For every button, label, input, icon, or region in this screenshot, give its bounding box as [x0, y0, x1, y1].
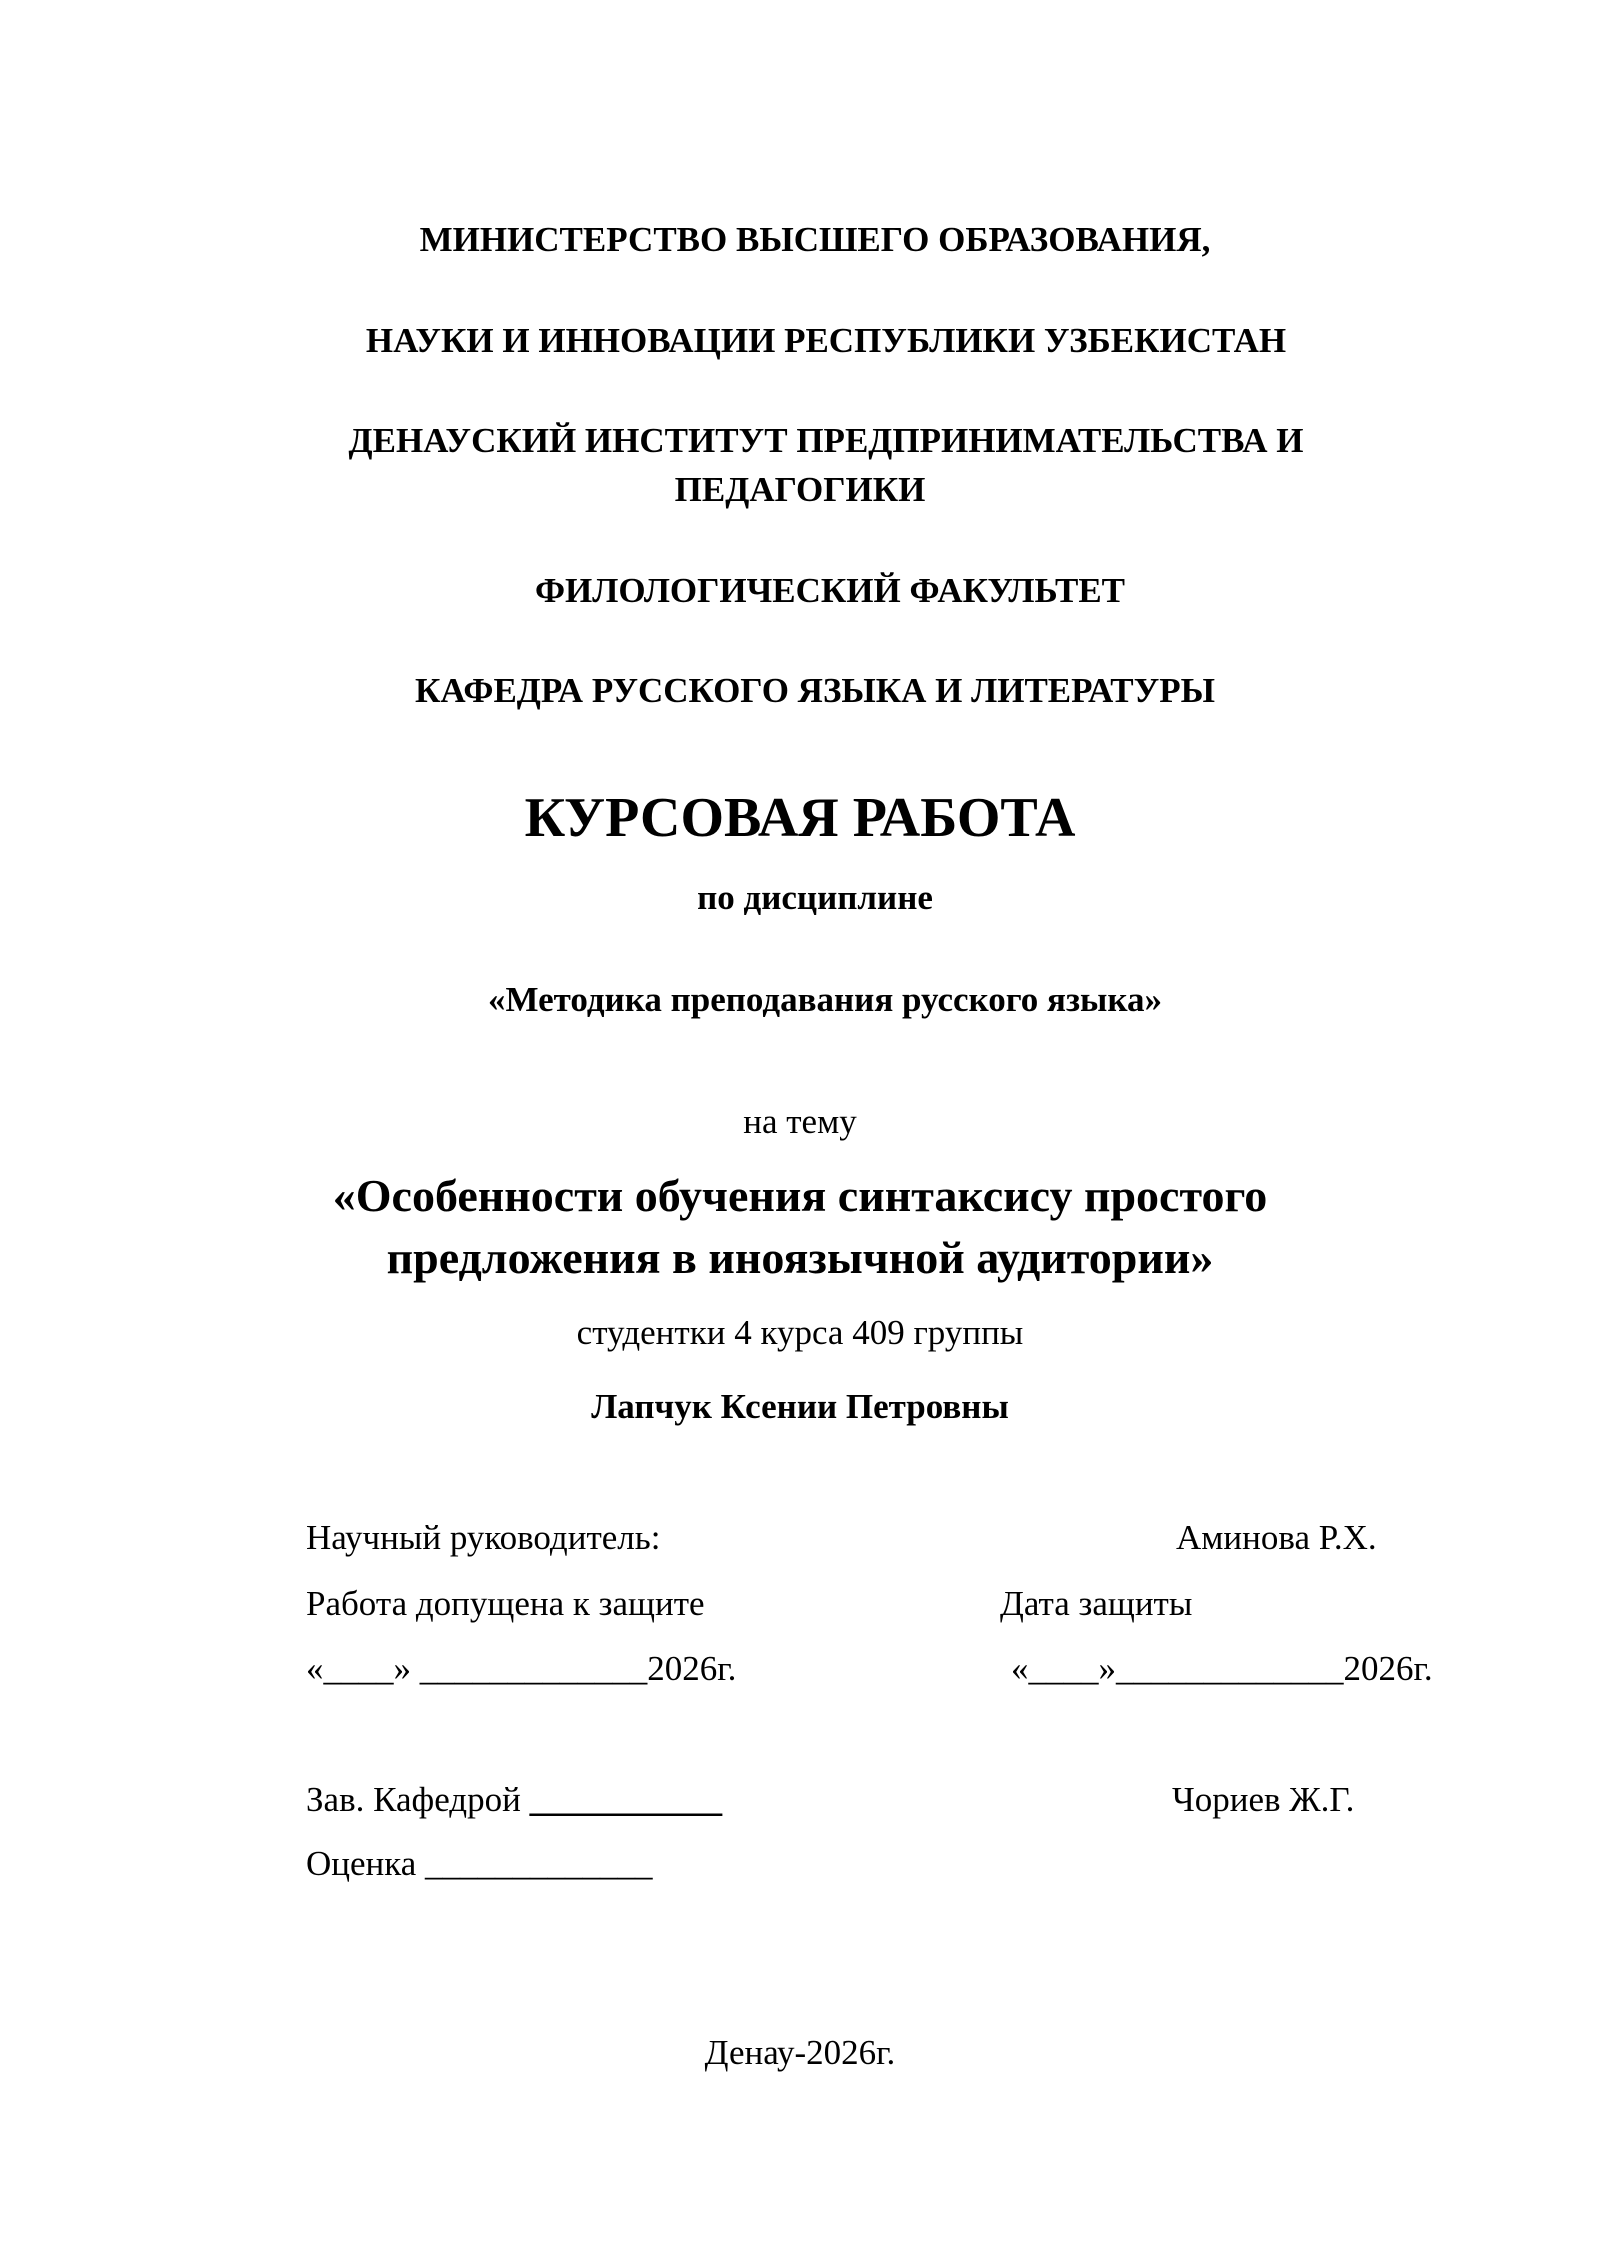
on-topic-label: на тему — [743, 1102, 857, 1141]
admitted-label: Работа допущена к защите — [306, 1584, 705, 1623]
defense-date-field: «____»_____________2026г. — [1011, 1649, 1433, 1688]
head-of-department-name: Чориев Ж.Г. — [1172, 1780, 1355, 1819]
faculty-line: ФИЛОЛОГИЧЕСКИЙ ФАКУЛЬТЕТ — [534, 571, 1126, 610]
by-discipline-label: по дисциплине — [697, 878, 933, 917]
topic-line-2: предложения в иноязычной аудитории» — [386, 1232, 1214, 1283]
supervisor-label: Научный руководитель: — [306, 1518, 661, 1557]
supervisor-name: Аминова Р.Х. — [1176, 1518, 1377, 1557]
head-of-department-row — [306, 1782, 722, 1817]
topic-line-1: «Особенности обучения синтаксису простого — [332, 1170, 1268, 1221]
discipline-name: «Методика преподавания русского языка» — [488, 980, 1162, 1019]
institute-line-1: ДЕНАУСКИЙ ИНСТИТУТ ПРЕДПРИНИМАТЕЛЬСТВА И — [348, 421, 1304, 460]
student-course-group: студентки 4 курса 409 группы — [576, 1313, 1024, 1352]
document-title: КУРСОВАЯ РАБОТА — [524, 787, 1076, 849]
place-year: Денау-2026г. — [704, 2033, 896, 2072]
grade-field: Оценка _____________ — [306, 1844, 653, 1883]
head-of-department-label: Зав. Кафедрой — [306, 1780, 521, 1819]
ministry-line-1: МИНИСТЕРСТВО ВЫСШЕГО ОБРАЗОВАНИЯ, — [419, 220, 1211, 259]
defense-date-label: Дата защиты — [1000, 1584, 1193, 1623]
ministry-line-2: НАУКИ И ИННОВАЦИИ РЕСПУБЛИКИ УЗБЕКИСТАН — [365, 321, 1287, 360]
head-signature-line: ___________ — [529, 1780, 723, 1819]
admitted-date-field: «____» _____________2026г. — [306, 1649, 737, 1688]
department-line: КАФЕДРА РУССКОГО ЯЗЫКА И ЛИТЕРАТУРЫ — [414, 671, 1216, 710]
student-name: Лапчук Ксении Петровны — [591, 1387, 1009, 1426]
institute-line-2: ПЕДАГОГИКИ — [674, 470, 926, 509]
